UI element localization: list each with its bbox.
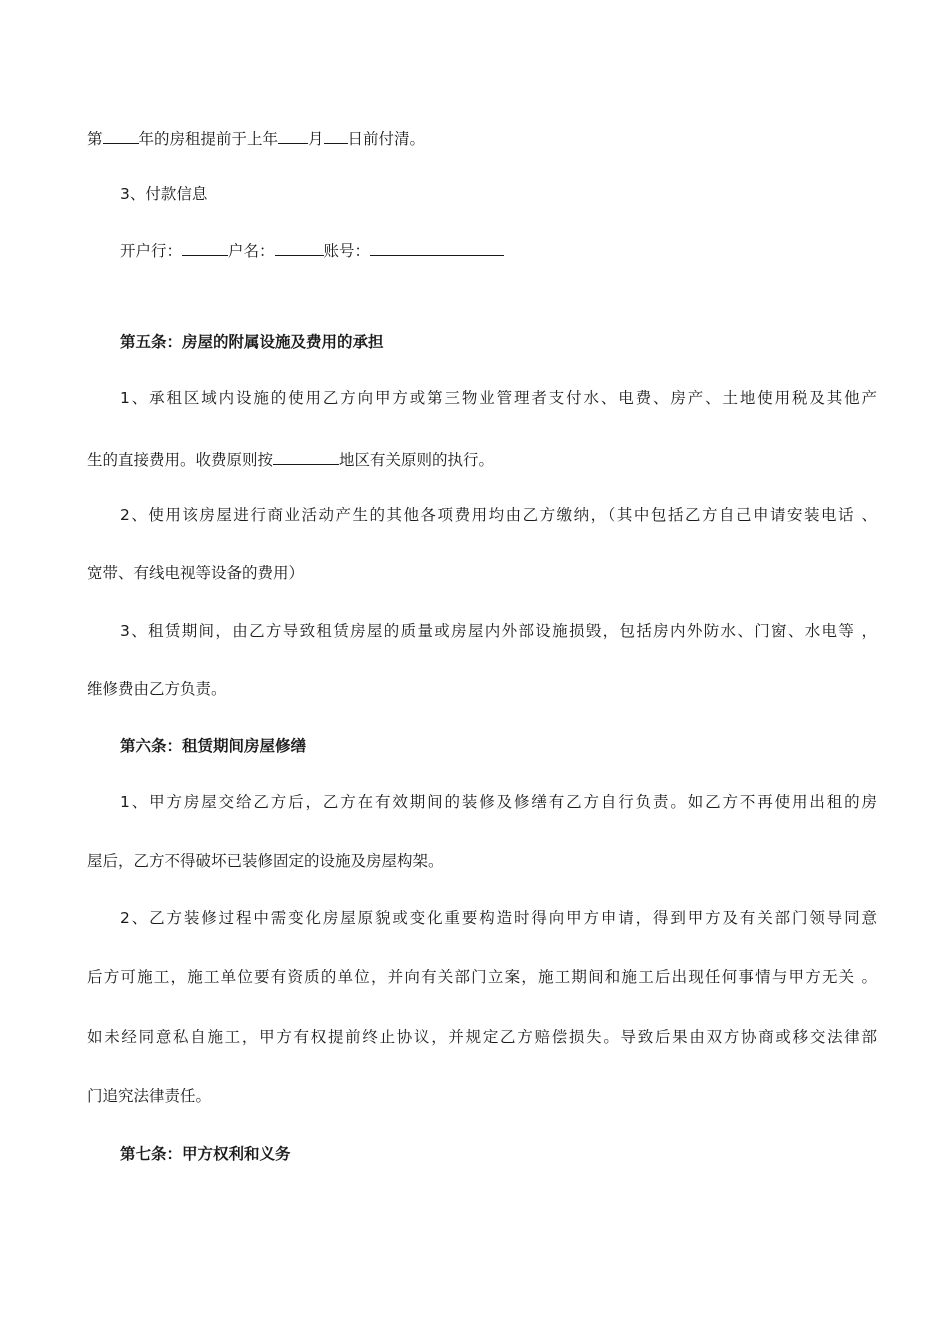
a5-p1-line1: 1、承租区域内设施的使用乙方向甲方或第三物业管理者支付水、电费、房产、土地使用税及其他产 [120,389,877,407]
a5-p2-line1: 2、使用该房屋进行商业活动产生的其他各项费用均由乙方缴纳，（其中包括乙方自己申请安装电话 、 [120,506,877,524]
a6-p2-line3: 如未经同意私自施工，甲方有权提前终止协议，并规定乙方赔偿损失。导致后果由双方协商或移交法律部 [87,1028,877,1046]
account-no-label: 账号： [323,242,371,260]
rent-due-text-2: 年的房租提前于上年 [138,130,279,148]
a5-p1-line2-text-b: 地区有关原则的执行。 [339,451,495,469]
a6-p2-line1: 2、乙方装修过程中需变化房屋原貌或变化重要构造时得向甲方申请，得到甲方及有关部门领导同意 [120,909,877,927]
a6-p2-line4: 门追究法律责任。 [87,1087,212,1105]
account-name-blank [275,238,324,256]
payment-info-title: 3、付款信息 [120,185,208,203]
region-blank [273,447,339,465]
rent-due-text-1: 第 [87,130,103,148]
rent-due-text-3: 月 [308,130,324,148]
rent-due-text-4: 日前付清。 [347,130,426,148]
a5-p2-line2: 宽带、有线电视等设备的费用） [87,564,305,582]
bank-label: 开户行： [120,242,183,260]
bank-info-line [120,238,877,263]
year-blank [103,126,139,144]
a5-p1-line2-text-a: 生的直接费用。收费原则按 [87,451,274,469]
account-name-label: 户名： [228,242,275,260]
a5-p1-line2 [87,447,877,472]
bank-blank [182,238,228,256]
day-blank [324,126,348,144]
a6-p2-line2: 后方可施工，施工单位要有资质的单位，并向有关部门立案，施工期间和施工后出现任何事情与甲方无关 。 [87,968,877,986]
article7-title: 第七条：甲方权利和义务 [120,1145,291,1163]
month-blank [278,126,308,144]
article6-title: 第六条：租赁期间房屋修缮 [120,737,307,755]
a6-p1-line1: 1、甲方房屋交给乙方后，乙方在有效期间的装修及修缮有乙方自行负责。如乙方不再使用出租的房 [120,793,877,811]
a6-p1-line2: 屋后，乙方不得破坏已装修固定的设施及房屋构架。 [87,852,444,870]
rent-due-line [87,126,877,151]
a5-p3-line1: 3、租赁期间，由乙方导致租赁房屋的质量或房屋内外部设施损毁，包括房内外防水、门窗、水电等 ， [120,622,877,640]
article5-title: 第五条：房屋的附属设施及费用的承担 [120,333,384,351]
a5-p3-line2: 维修费由乙方负责。 [87,680,227,698]
account-no-blank [370,238,504,256]
